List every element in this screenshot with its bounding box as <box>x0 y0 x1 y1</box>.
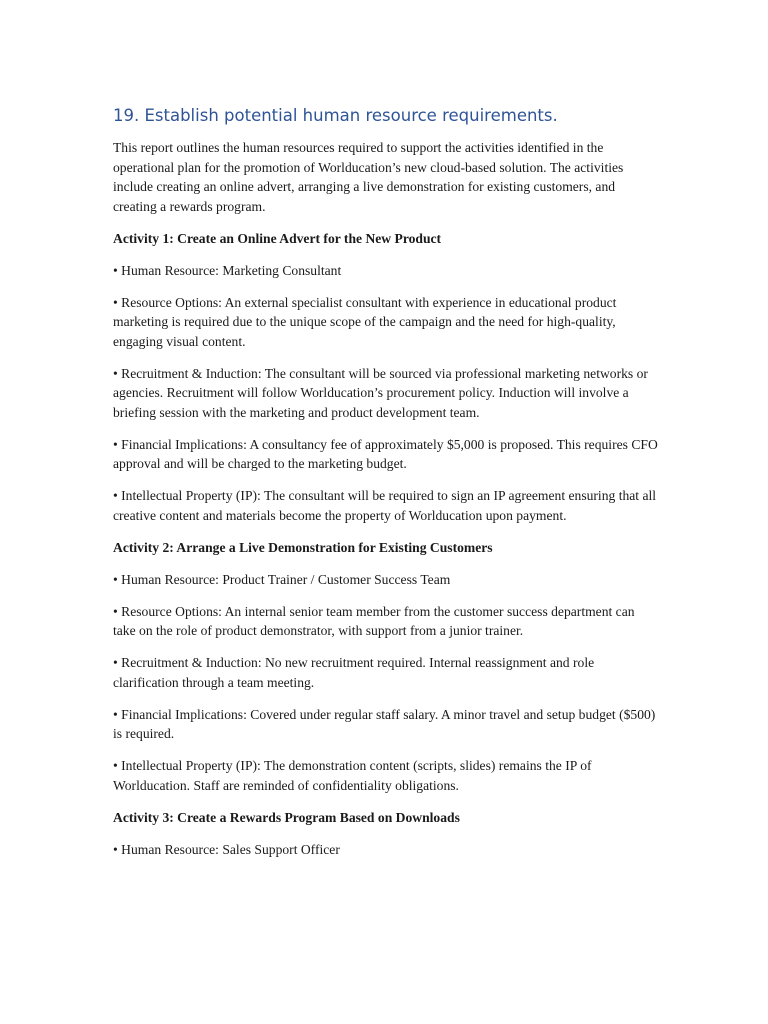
activity-1-title: Activity 1: Create an Online Advert for the New Product <box>113 230 442 246</box>
section-heading: 19. Establish potential human resource requirements. <box>113 106 558 125</box>
activity-2-financial-implications: • Financial Implications: Covered under regular staff salary. A minor travel and setup budget ($500) is required. <box>113 706 656 741</box>
activity-1-financial-implications: • Financial Implications: A consultancy fee of approximately $5,000 is proposed. This requires CFO approval and will be charged to the marketing budget. <box>113 436 658 471</box>
activity-1-resource-options: • Resource Options: An external specialist consultant with experience in educational product marketing is required due to the unique scope of the campaign and the need for high-quality, engaging visual content. <box>113 294 617 349</box>
activity-2-title: Activity 2: Arrange a Live Demonstration for Existing Customers <box>113 539 493 555</box>
document-body <box>113 104 658 872</box>
activity-1-intellectual-property: • Intellectual Property (IP): The consultant will be required to sign an IP agreement ensuring that all creative content and materials become the property of Worlducation upon payment. <box>113 488 657 523</box>
activity-2-resource-options: • Resource Options: An internal senior team member from the customer success department can take on the role of product demonstrator, with support from a junior trainer. <box>113 603 635 638</box>
activity-3-human-resource: • Human Resource: Sales Support Officer <box>113 841 340 857</box>
activity-2-intellectual-property: • Intellectual Property (IP): The demonstration content (scripts, slides) remains the IP of Worlducation. Staff are reminded of confidentiality obligations. <box>113 758 592 793</box>
activity-1-human-resource: • Human Resource: Marketing Consultant <box>113 262 342 278</box>
intro-paragraph: This report outlines the human resources required to support the activities identified in the operational plan for the promotion of Worlducation’s new cloud-based solution. The activities include creating an online advert, arranging a live demonstration for existing customers, and creating a rewards program. <box>113 140 624 214</box>
activity-1-recruitment-induction: • Recruitment & Induction: The consultant will be sourced via professional marketing networks or agencies. Recruitment will follow Worlducation’s procurement policy. Induction will involve a briefing session with the marketing and product development team. <box>113 365 648 420</box>
activity-2-recruitment-induction: • Recruitment & Induction: No new recruitment required. Internal reassignment and role clarification through a team meeting. <box>113 655 595 690</box>
activity-2-human-resource: • Human Resource: Product Trainer / Customer Success Team <box>113 571 451 587</box>
activity-3-title: Activity 3: Create a Rewards Program Based on Downloads <box>113 809 460 825</box>
